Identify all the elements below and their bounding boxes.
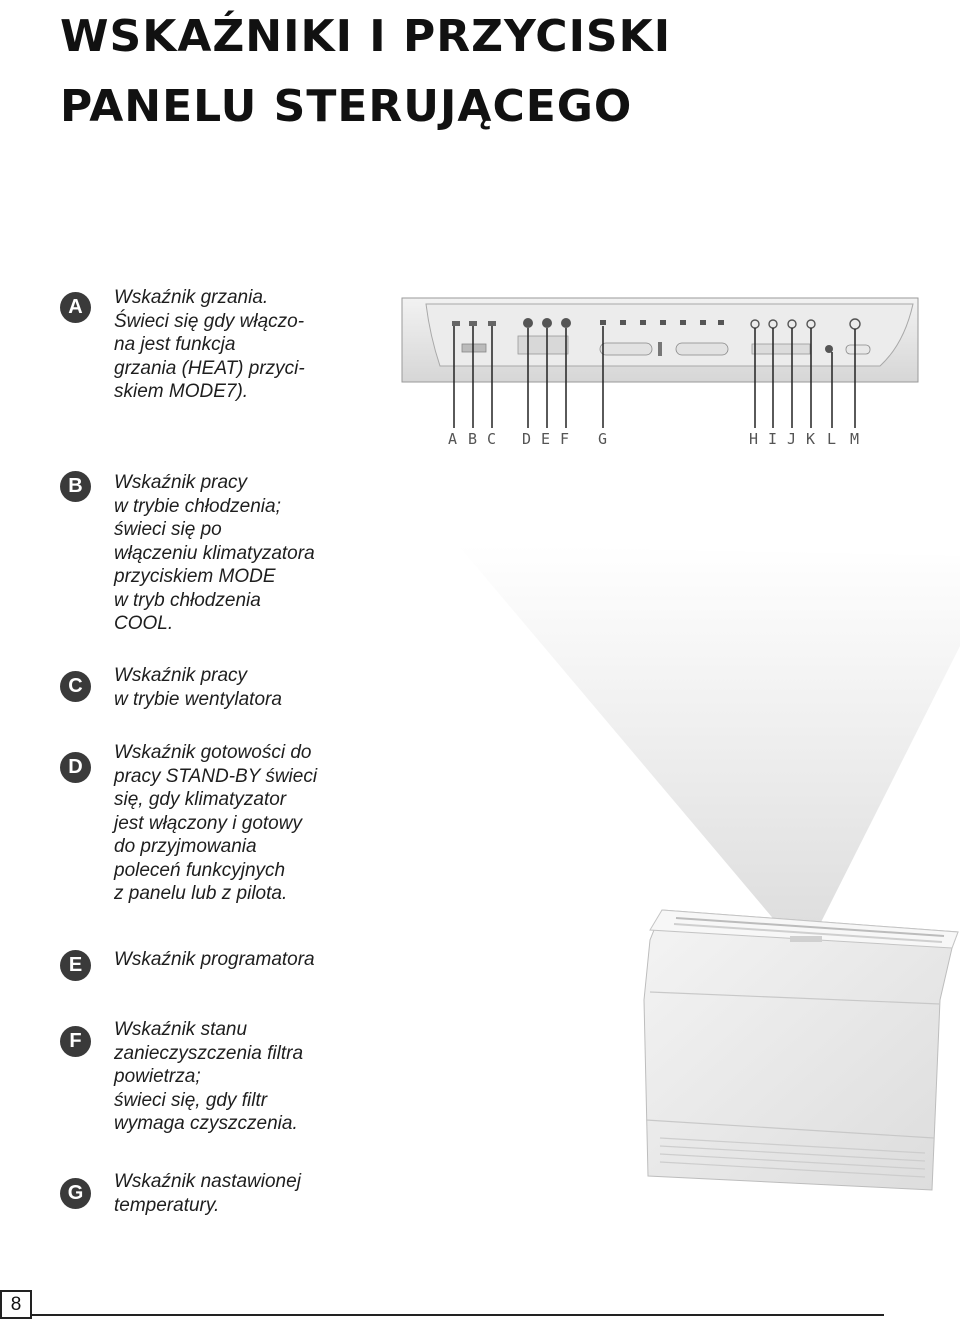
text-line: Wskaźnik grzania. [114,287,269,308]
letter-badge-g: G [60,1178,91,1209]
legend-text-g [114,1170,364,1217]
letter-badge-c: C [60,671,91,702]
text-line: Wskaźnik pracy [114,665,248,686]
letter-badge-e: E [60,950,91,981]
text-line: Wskaźnik stanu [114,1019,248,1040]
text-line: do przyjmowania [114,836,257,857]
text-line: się, gdy klimatyzator [114,789,287,810]
footer-rule [32,1314,884,1316]
panel-label-j: J [787,430,797,448]
text-line: Wskaźnik programatora [114,949,315,970]
text-line: grzania (HEAT) przyci- [114,357,305,379]
text-line: w tryb chłodzenia [114,589,261,611]
legend-text-d [114,741,364,906]
panel-label-c: C [487,430,497,448]
text-line: Świeci się gdy włączo- [114,310,305,332]
legend-text-f [114,1018,364,1136]
text-line: powietrza; [114,1066,201,1087]
letter-badge-a: A [60,292,91,323]
panel-label-f: F [560,430,570,448]
panel-label-b: B [468,430,478,448]
panel-label-l: L [827,430,837,448]
legend-text-e [114,948,364,972]
text-line: zanieczyszczenia filtra [114,1042,304,1064]
text-line: poleceń funkcyjnych [114,859,286,881]
panel-label-h: H [749,430,759,448]
text-line: przyciskiem MODE [114,566,276,587]
light-beam [458,545,960,948]
legend-text-b [114,471,364,636]
text-line: Wskaźnik gotowości do [114,742,312,763]
text-line: Wskaźnik nastawionej [114,1171,301,1192]
letter-badge-d: D [60,752,91,783]
air-conditioner-unit [644,910,958,1190]
text-line: temperatury. [114,1194,220,1216]
control-panel-photo [402,298,918,382]
text-line: świeci się, gdy filtr [114,1089,268,1111]
callout-letters [448,430,859,448]
text-line: w trybie chłodzenia; [114,495,281,517]
legend-text-c [114,664,364,711]
page-number: 8 [0,1290,32,1319]
text-line: na jest funkcja [114,334,236,355]
text-line: COOL. [114,613,174,634]
text-line: jest włączony i gotowy [114,812,302,834]
text-line: z panelu lub z pilota. [114,883,288,904]
panel-label-g: G [598,430,608,448]
letter-badge-b: B [60,471,91,502]
panel-label-k: K [806,430,816,448]
panel-label-d: D [522,430,532,448]
panel-label-e: E [541,430,551,448]
text-line: pracy STAND-BY świeci [114,765,318,787]
panel-label-i: I [768,430,778,448]
title-line-2: PANELU STERUJĄCEGO [60,81,633,132]
text-line: świeci się po [114,519,222,540]
text-line: wymaga czyszczenia. [114,1113,298,1134]
letter-badge-f: F [60,1026,91,1057]
text-line: skiem MODE7). [114,381,249,402]
text-line: w trybie wentylatora [114,688,282,710]
panel-label-m: M [850,430,860,448]
panel-label-a: A [448,430,458,448]
text-line: Wskaźnik pracy [114,472,248,493]
text-line: włączeniu klimatyzatora [114,542,315,564]
title-line-1: WSKAŹNIKI I PRZYCISKI [60,11,672,62]
legend-text-a [114,286,364,404]
